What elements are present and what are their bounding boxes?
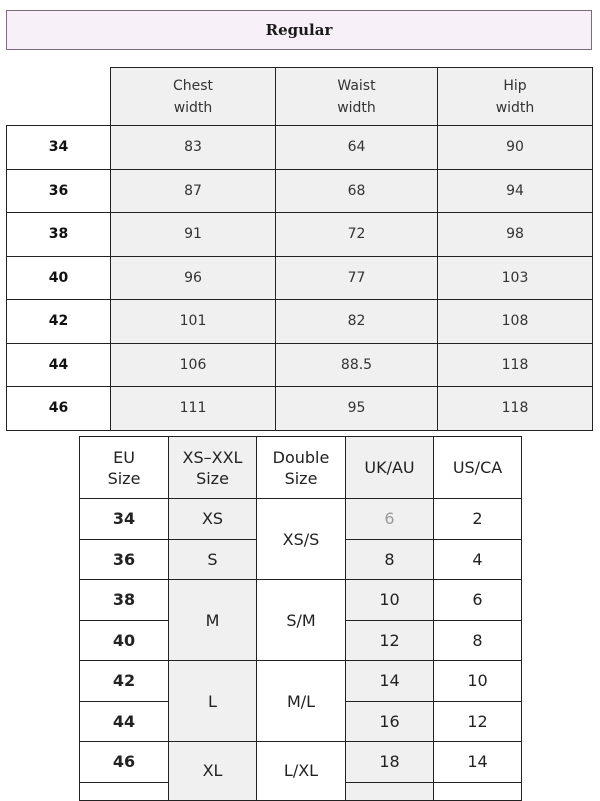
double-size: S/M [257, 580, 346, 661]
double-size-header [257, 437, 346, 499]
waist-value: 64 [276, 126, 438, 170]
eu-size: 42 [80, 661, 169, 702]
eu-size: 46 [80, 742, 169, 783]
hip-value: 118 [438, 343, 593, 387]
letter-size: L [169, 661, 257, 742]
us-ca-size: 2 [434, 499, 522, 540]
eu-header-line1: EU [113, 447, 135, 467]
waist-value: 77 [276, 256, 438, 300]
size-label: 46 [7, 387, 111, 431]
chest-value: 96 [111, 256, 276, 300]
table-row [7, 169, 593, 213]
uk-au-size: 12 [346, 620, 434, 661]
hip-value: 90 [438, 126, 593, 170]
waist-value: 95 [276, 387, 438, 431]
hip-header-line2: width [495, 99, 535, 116]
double-size: L/XL [257, 742, 346, 801]
letter-size: XL [169, 742, 257, 801]
size-chart-title: Regular [265, 21, 333, 39]
double-header-line1: Double [272, 447, 330, 467]
letter-size: M [169, 580, 257, 661]
table-row [7, 213, 593, 257]
chest-header-line2: width [173, 99, 213, 116]
waist-value: 68 [276, 169, 438, 213]
letter-size: XS [169, 499, 257, 540]
hip-header-line1: Hip [503, 77, 527, 94]
eu-size: 36 [80, 539, 169, 580]
uk-au-size: 6 [346, 499, 434, 540]
waist-width-header [276, 68, 438, 126]
uk-au-header: UK/AU [346, 437, 434, 499]
size-label: 42 [7, 300, 111, 344]
us-ca-size: 12 [434, 701, 522, 742]
corner-cell [7, 68, 111, 126]
waist-value: 88.5 [276, 343, 438, 387]
conversion-header-row [80, 437, 522, 499]
size-label: 36 [7, 169, 111, 213]
eu-size: 34 [80, 499, 169, 540]
size-label: 44 [7, 343, 111, 387]
size-label: 38 [7, 213, 111, 257]
table-row [80, 742, 522, 783]
us-ca-size: 8 [434, 620, 522, 661]
uk-au-size: 18 [346, 742, 434, 783]
table-row [7, 256, 593, 300]
eu-size: 44 [80, 701, 169, 742]
size-chart-title-banner [6, 10, 592, 50]
us-ca-size: 14 [434, 742, 522, 783]
eu-size: 38 [80, 580, 169, 621]
measurement-header-row [7, 68, 593, 126]
table-row [80, 580, 522, 621]
waist-value: 82 [276, 300, 438, 344]
chest-value: 111 [111, 387, 276, 431]
hip-width-header [438, 68, 593, 126]
chest-width-header [111, 68, 276, 126]
hip-value: 103 [438, 256, 593, 300]
hip-value: 94 [438, 169, 593, 213]
double-size: M/L [257, 661, 346, 742]
eu-size-header [80, 437, 169, 499]
table-row [7, 126, 593, 170]
uk-au-size: 8 [346, 539, 434, 580]
size-label: 34 [7, 126, 111, 170]
uk-au-size: 16 [346, 701, 434, 742]
waist-value: 72 [276, 213, 438, 257]
us-ca-size: 6 [434, 580, 522, 621]
chest-value: 83 [111, 126, 276, 170]
measurement-table [6, 67, 593, 431]
uk-au-size: 10 [346, 580, 434, 621]
table-row [7, 300, 593, 344]
table-row [7, 387, 593, 431]
hip-value: 108 [438, 300, 593, 344]
chest-value: 101 [111, 300, 276, 344]
chest-value: 91 [111, 213, 276, 257]
empty-cell [346, 782, 434, 800]
chest-value: 87 [111, 169, 276, 213]
chest-value: 106 [111, 343, 276, 387]
table-row [80, 661, 522, 702]
eu-size: 40 [80, 620, 169, 661]
letter-size: S [169, 539, 257, 580]
letter-header-line1: XS–XXL [182, 447, 243, 467]
chest-header-line1: Chest [172, 77, 214, 94]
waist-header-line1: Waist [337, 77, 376, 94]
waist-header-line2: width [337, 99, 376, 116]
double-size: XS/S [257, 499, 346, 580]
us-ca-header: US/CA [434, 437, 522, 499]
eu-header-line2: Size [107, 468, 141, 488]
us-ca-size: 4 [434, 539, 522, 580]
table-row [7, 343, 593, 387]
uk-au-size: 14 [346, 661, 434, 702]
table-row [80, 499, 522, 540]
size-conversion-table [79, 436, 522, 801]
empty-cell [434, 782, 522, 800]
hip-value: 98 [438, 213, 593, 257]
letter-size-header [169, 437, 257, 499]
hip-value: 118 [438, 387, 593, 431]
us-ca-size: 10 [434, 661, 522, 702]
double-header-line2: Size [284, 468, 318, 488]
size-label: 40 [7, 256, 111, 300]
empty-cell [80, 782, 169, 800]
letter-header-line2: Size [196, 468, 229, 488]
